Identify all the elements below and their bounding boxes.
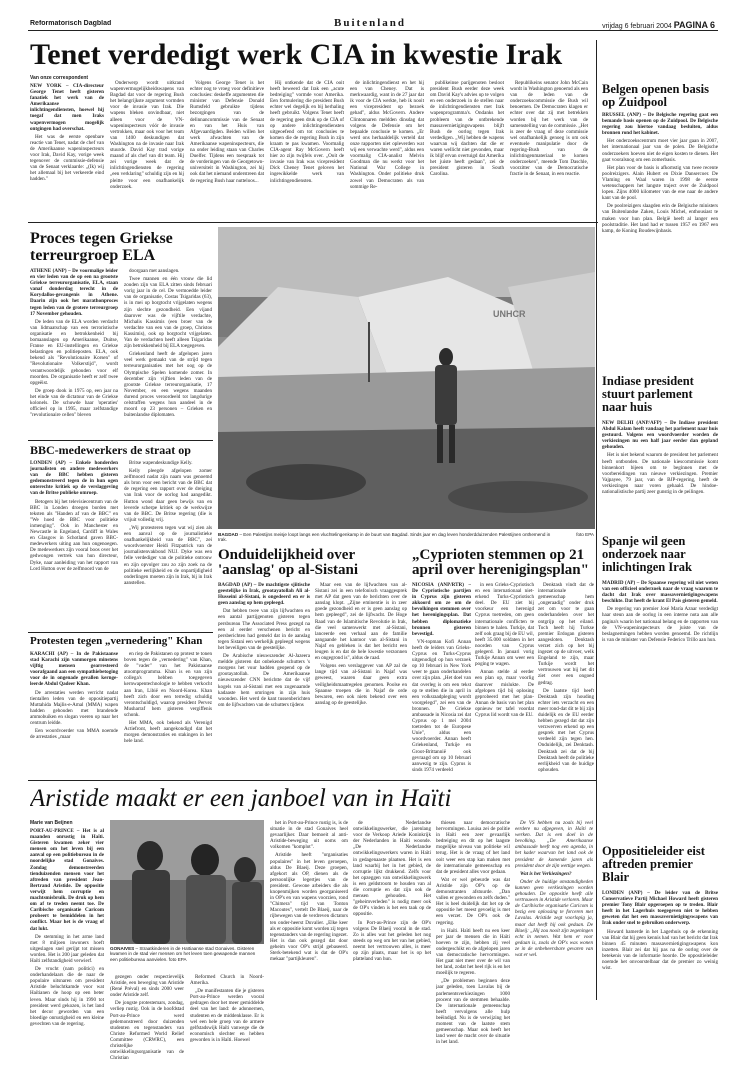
paragraph: en riep de Pakistanen op protest te tonen boven tegen de „vernedering" van Khan, de "vader" van het Pakistaanse atoomprogramma. Khan is en van zijn collega's hebben toegegeven kernwapentechnologie te hebben verkocht aan Iran, Libië en Noord-Korea. Khan heeft zich door een terredig schuldig verontschuldigd, waarop president Pervez Musharraf hem gisteren vergiffenis schonk.	[124, 651, 212, 718]
paragraph: De Arabische nieuwszender Al-Jazeera meldde gisteren dat onbekende schutters 's morgens het vuur hadden geopend op de grootayatollah. De Amerikaanse nieuwszender CNN berichtte dat de vijf kogels van al-Sistani met een zogenaamde kadaaste hem omringen in zijn huis woonden. Het werd de kant tussenberichten om de lijfwachten van de schutters tijdens	[218, 653, 310, 708]
masthead-rule	[28, 30, 718, 31]
paragraph: BRUSSEL (ANP) – De Belgische regering gaat een bemande basis openen op de Zuidpool. De Belgische regering zou hiertoe vandaag besluiten, aldus bronnen rond het kabinet.	[602, 112, 718, 137]
paragraph: Volgens George Tenet is het echter nog te vroeg voor definitieve conclusies: deskeffe argumenten die minister van Defensie Donald Rumsfeld gebruikte tijdens bezorgingen van de delinnancommissie van de Senaat en van het Huis van Afgevaardigden. Beiden willen het werk afwachten van de Amerikaanse wapeninspecteurs, die na onder leiding staan van Charles Duelfer. Tijdens een toespraak tot de vorderingen van de Georgetown-universiteit in Washington, zei hij ook dat het niemand onderstreen dat de regering Bush haar nutteloos...	[190, 80, 264, 184]
paragraph: De groep dook in 1975 op, een jaar na het einde van de dictatuur van de Griekse kolonels. De schuwde haar 'operaties' officieel op in 1995, maar zelfstandige "revolutionaire cellen" bleven	[30, 387, 118, 419]
india-headline: Indiase president stuurt parlement naar huis	[602, 375, 694, 414]
aristide-col-8	[515, 820, 593, 1064]
paragraph: LONDEN (ANP) – De leider van de Britse Conservatieve Partij Michael Howard heeft gisteren premier Tony Blair opgeroepen op te treden. Blair heeft in het Lagerhuis toegegeven niet te hebben geweten dat het een massavernietigingswapens van Irak onder snel te gebruiken onderwerp.	[602, 890, 718, 927]
spanje-text	[602, 580, 718, 842]
photo-caption	[218, 532, 558, 543]
newspaper-name: Reformatorisch Dagblad	[30, 20, 112, 27]
paragraph: Een woordvoerder van MMA noemde de arrestaties „maar	[30, 728, 118, 741]
tenet-col-5	[350, 80, 424, 220]
paragraph: BAGDAD (AP) – De machtigste sjiitische geestelijke in Irak, grootayatollah Ali al-Husseini al-Sistani, is ongedeerd en er is geen aanslag op hem gepleegd.	[218, 582, 310, 607]
sidebar-divider	[596, 40, 597, 1000]
paragraph: Denktash vindt dat de internationale gemeenschap hem „ongeraadig" onder druk zet om voor te gaan onderhandelen over het ontgrijp op het eiland. Toch heeft hij Turkse premier Erdogan gisteren aangesloten. Denktash verzet zich op het bij ingezet op de uitvoer, welk Engeland te zijn, maar Turkije wordt het vertrouwen wat bij het dit ziet over een ongoed gedrag.	[538, 582, 594, 686]
refugee-camp-photo	[218, 227, 595, 529]
sistani-col-2	[315, 582, 407, 778]
paragraph: Het MMA, ook bekend als Verenigd Actiefront, heeft aangekondigd dat het morgen demonstraties en stakingen in het hele land.	[124, 720, 212, 745]
divider	[28, 222, 598, 223]
paragraph: Betogers bij het televisiecentrum van de BBC in Londen droegen borden met teksten als "Handen af van de BBC" en "We hoed de BBC voor politieke inmenging". Ook in Manchester en Newcastle in Engeland, Cardiff in Wales en Glasgow in Schotland gaven BBC-medewerkers uiting aan hun ongenoegen. De medewerkers zijn vooral boos over het gedwongen vertrek van hun directeur, Dyke, naar aanleiding van het rapport van Lord Hutton over de zelfmoord van de	[30, 498, 118, 572]
paragraph: „De problemen beginnen deze jaar geleden, toen Lavalas bij de parlementsverkiezingen 1000 procent van de stemmen behaalde. De internationale gemeenschap heeft vervolgens alle hulp beëindigd. Nu is de verwijzing het moment van de laatste stem gemeenschap. Maar ook heeft het land weer de macht over de situatie in het land.	[436, 978, 510, 1046]
paragraph: Maar een van de lijfwachten van al-Sistani zei in een telefonisch vraaggesprek met AP dat geen van de berichten over de aanslag klopt. „Zijne eminentie is in zeer goede gezondheid en er is geen aanslag op hem gepleegd", zei de lijfwacht. De Hoge Raad van de Islamitische Revolutie in Irak, die veel samenwerkt met al-Sistani, lanceerde een verhaal aan de familie aangaande het kantoor van al-Sistani in Najaf en gebleken is dat het bericht een leugen is en dat de hele kwestie verzonnen en ongegrond is", aldus de raad.	[315, 582, 407, 662]
photo-caption	[110, 946, 264, 972]
page-number: 6	[709, 20, 715, 30]
ela-col-2	[124, 268, 212, 438]
paragraph: De VS hebben nu zoals bij veel eerdere nu afgegeven, in Haïti te werken. Dat is een doel in de bevolking. „De Amerikaanse ambassade heeft nog een agenda, in het kader waarvan het land ook de president de komende jaren als president door de zijn wettige wegen.	[515, 820, 593, 869]
paragraph: De arrestaties werden verricht nadat tientallen leden van de oppositiepartij Muttahida Majlis-e-Amal (MMA) wapen hadden gehouden met brandende ammobuiken en slogan voeren op naar het centrum leidde.	[30, 689, 118, 727]
section-title: Buitenland	[334, 17, 406, 29]
photo-credit: foto EPA	[168, 956, 187, 962]
tenet-col-2	[110, 80, 184, 220]
paragraph: Het was de eerste openbare reactie van Tenet, nadat de chef van de Amerikaanse wapeninspecteurs voor Irak, David Kay, vorige week tegenover de commissie-defensie van de Senaat verklaarde: „(Ik) wij het allemaal bij het verkeerde eind hadden."	[30, 133, 104, 183]
paragraph: Annan stelde al eerder een plan op, maar voorlig daarover mislukte. De afgelopen tijd bij oplosing geprobeerd met het plan-Annan de basis van het plan opnieuw ter tafel voordat Cyprus lid wordt van de EU.	[475, 669, 534, 718]
divider	[28, 780, 596, 781]
bbc-col-2	[124, 460, 212, 630]
paragraph: VN-topman Kofi Annan heeft de leiders van Grieks-Cyprus en Turks-Cyprus uitgenodigd op hun verzoek op 10 februari in New York weer te gaan onderhandelen over zijn plan. „Het doel van dat overleg is om een tekst op te stellen die in april in een volksraadpleging wordt voorgelegd", zei een van de bronnen. De Griekse ambassade in Nicosia zei dat Cyprus op 1 mei 2004 toetreden tot de Europese Unie", aldus een woordvoerder. Annan heeft Griekenland, Turkije en Groot-Brittannië ook gevraagd om op 10 februari aanwezig te zijn. Cyprus is sinds 1974 verdeeld	[412, 638, 471, 773]
paragraph: „De manifestanten die je gisteren Port-au-Prince werden vooral gedragen door het meer gemiddelde deel van het land: de adonnernen, studenten en de middenklasse. Er is wel een hele groep van de armere gelfstadswijk Haïti vanwege die de economisch slechter en hebben geworden is in Haïti. Hoewel	[190, 988, 264, 1043]
paragraph: de inlichtingendienst en het hij een van Cheney. Dat is merkwaardig, want in de 27 jaar dat ik voor de CIA werkte, heb ik nooit een vicepresident op bezoek gehad", aldus McGovern. Andere Clintonnaren meldden dinsdag dat volgens de Defensie om het bepaalde conclusie te komen. „Er werd ons herhaaldelijk verteld dat onze rapporten niet opleverden wat wij een verwachte werd", aldus een voormalig CIA-analist Melvin Goodman die nu werkt voor het National War College in Washington. Onder politieke druk zowel van Democraten als van sommige Re-	[350, 80, 424, 190]
aristide-col-5	[353, 820, 431, 1064]
tent-logo-text: UNHCR	[493, 309, 526, 319]
tenet-col-6	[430, 80, 504, 220]
paragraph: KARACHI (AP) – In de Pakistaanse stad Karachi zijn vanmorgen minstens vijftig mensen gearresteerd voorafgaand aan een sympathiebetoging voor de in ongenade gevallen kernge- leerde Abdul Qadeer Khan.	[30, 651, 118, 688]
caption-place: BAGDAD	[218, 532, 239, 537]
paragraph: De vrucht (nam politici) en onderhandelaars die de naar de populaire uitsnaren om president Aristide beluchtkamde voor wat Haïtianen de hoop op een beter leven. Maar sinds hij in 1990 tot president werd gekozen, is het land het decor geworden van een bloedige onrustigheid en een kleine gevechten van de regering.	[30, 966, 104, 1027]
paragraph: Het onderzoekscentrum moet vier jaar gaan in 2007, het internationaal jaar van de polen. De Belgische onderzoekers hoeven niet de eigen kosten te dienen. Het gaat vooralsnog om een zomerbasis.	[602, 138, 718, 163]
bbc-col-1	[30, 460, 118, 630]
paragraph: in een Grieks-Cypriotisch en een internationaal niet-erkend Turks-Cypriotisch deel. De EU ziet bij voorkeur een herenigd Cyprus toetreden, om geen internationale conflicten te binnen te halen. Turkije, dat zelf ook graag bij de EU wil, heeft 35.000 soldaten in het noorden van Cyprus gelegerd. In januari vorig Turkije Annan om weer een poging te wagen.	[475, 582, 534, 668]
sistani-col-1	[218, 582, 310, 778]
paragraph: Onder de huidige omstandigheden kunnen geen verkiezingen worden gehouden. De oppositie heeft alle vertrouwen in Aristide verloren. Maar de Caribische organisatie Caricom is bezig een oplossing te forceren met Lavalas. Aristide zegt voorlopig ja, maar dat heeft hij ook gedaan. De Blaeij: „Hij zou nooit zijn zegeningen echt in nemen. Wat hem er voor gedaan is, zoals de OP's was wonen ze in de onbeheersbare gevaren van wat er wel.	[515, 878, 593, 958]
paragraph: Britse wapendeskundige Kelly.	[129, 460, 193, 466]
aristide-headline: Aristide maakt er een janboel van in Haïti	[30, 786, 452, 811]
ela-col-1	[30, 268, 118, 438]
spanje-headline: Spanje wil geen onderzoek naar inlichtingen Irak	[602, 535, 692, 574]
paragraph: Twee mannen en één vrouw die lid zouden zijn van ELA zitten sinds februari vorig jaar in de cel. De vermoedde leider van de organisatie, Costas Tsigaridas (63), is in mei op borgtocht vrijgelaten wegens zijn slechte gezondheid. Een vijand daarover was de vijftile verdachte, Michalis Kassimis (een broer van de verdachte van een van de groep, Christos Kassimis), ook op borgtocht vrijgelaten. Van de verdachten heeft alleen Tsigaridas zijn betrokkenheid bij ELA toegegeven.	[124, 276, 212, 350]
ela-headline: Proces tegen Griekse terreurgroep ELA	[30, 230, 173, 264]
paragraph: „Wij protesteren tegen wat wij zien als een aanval op de journalistieke onafhankelijkheid van de BBC", zei woordvoerster Heidi Fitzpatrick van de journalistenvakbond NUJ. Dyke was een felle verdediger van de politieke ontrouw en zijn opvolger zou zo zijn zoek na de politieke eerlijkheid en de onpartijdigheid onderlingen moeten zijn in Irak, bij in Irak aanstellen.	[124, 524, 212, 586]
aristide-col-4	[270, 820, 348, 1064]
opposition-text	[602, 890, 718, 1000]
tenet-headline: Tenet verdedigt werk CIA in kwestie Irak	[30, 40, 563, 70]
aristide-col-1	[30, 828, 104, 1064]
paragraph: LONDEN (AP) – Enkele honderden journalisten en andere medewerkers van de BBC hebben gisteren gedemonstreerd tegen de in hun ogen onterechte kritiek op de verslaggeving van de Britse publieke omroep.	[30, 460, 118, 497]
cyprus-col-1	[412, 582, 471, 778]
aristide-col-3	[190, 974, 264, 1064]
paragraph: Howard hamerde in het Lagerhuis op de erkenning van Blair dat hij geen kennis had van het bericht dat Irak binnen 45 minuten massavernietigingswapens kon inzetten. Blair zei dat hij pas na de oorlog over de betekenis van de informatie hoorde. De oppositieleider noemde het onvoorstelbaar dat de premier zo weinig wist.	[602, 928, 718, 972]
khan-col-1	[30, 651, 118, 778]
paragraph: de Nederlandse ontwikkelingswerker, die jarenlang voor de Verkoop Ariede Koninkrijk der Nederlanden in Haïti woonde. „De Nederlandse ontwikkelingswerkers waren in Haïti in gedagenaaste plaatsen. Het is een land waarbij het in het gebied, de corruptie lijkt drukkend. Zelfs voor het opzeggen van ontwikkelingswerk is een geldstroom te houden van al die corruptie en dat zijn ook de mensen gehouden. Het "geheimverleden" is nodig meer ook de OP's vinden is het een taak op de oppositie.	[353, 820, 431, 918]
paragraph: MADRID (AP) – De Spaanse regering wil niet weten van een officieel onderzoek naar de vraag waarom te dacht dat Irak over massavernietigingswapens beschikte. Dat heeft de krant El País gisteren gemeld.	[602, 580, 718, 605]
gonaives-children-photo	[110, 820, 264, 944]
cyprus-col-3	[538, 582, 594, 778]
page-label: PAGINA	[673, 20, 709, 30]
date-page	[480, 20, 715, 30]
paragraph: De regering van premier José María Aznar verdedigt haar steun aan de oorlog in een interne nota aan alle pagina's waarin het nationaal belang en de rapporten van de VN-wapeninspecteurs de juiste van de beslagnemingen hebben worden genoemd. De richtlijn is van de minister van Defensie Federico Trillo aan hun.	[602, 606, 718, 643]
tenet-col-1	[30, 83, 104, 220]
paragraph: gezegen onder respectievelijk Aristide, een beweging van Aristide (René Préval) en sinds 2000 weer onder Aristide zelf.	[110, 974, 184, 999]
cyprus-col-2	[475, 582, 534, 778]
tents-illustration	[218, 227, 595, 529]
tenet-byline: Van onze correspondent	[30, 75, 89, 81]
opposition-headline: Oppositieleider eist aftreden premier Blair	[602, 845, 705, 884]
paragraph: Het plan voor de basis is afkomstig van twee recente poolreizigers. Alain Hubert en Dixie Dansercoer. De Vlaming en Waal waren in 1998 de eerste wetenschappers het langste traject over de Zuidpool lopen. Zijns 4000 kilometer van de ene naar de andere kant van de pool.	[602, 164, 718, 202]
tenet-col-4	[270, 80, 344, 220]
paragraph: De poolreizigers slaagden erin de Belgische ministers van Buitenlandse Zaken, Louis Michel, enthousiast te maken voor hun plan. België heeft al langer een poolstraditie. Het land had er tussen 1957 en 1967 een kamp, de Koning Boudewijnbasis.	[602, 203, 718, 234]
paragraph: NEW DELHI (ANP/AFP) – De Indiase president Abdul Kalam heeft vandaag het parlement naar huis gestuurd. Volgens een woordvoerder worden de verkiezingen nu een half jaar eerder dan gepland gehouden.	[602, 420, 718, 451]
divider	[28, 632, 213, 633]
paragraph: Onderwerp wordt uitkrand wapenvermogelijkheidswapens van Bagdad dat voor de regering Bush het belangrijkste argument vormden voor de invasie van Irak. Die wapens bleken onvindbaar, niet alleen voor de VN-wapeninspecteurs vóór de invasie vertrokken, maar ook voor het team van 1400 deskundigen dat Washington na de invasie naar Irak stuurde. David Kay trad vorige maand af als chef van dit team. Hij zei vorige week dat de inlichtingendiensten de regering „een verklaring" schuldig zijn en hij pleitte voor een onafhankelijk onderzoek.	[110, 80, 184, 190]
khan-headline: Protesten tegen „vernedering" Khan	[30, 636, 203, 647]
aristide-byline: Marie van Beijnen	[30, 820, 73, 826]
tenet-col-3	[190, 80, 264, 220]
photo-credit: foto EPA	[576, 532, 594, 537]
paragraph: Aristide heeft "organisaties populaires" in het leven geroepen, aldus De Blaeij. Deze groepen, afgekort als OP, dienen als de persoonlijke legertjes van de president. Gewone arbeiders die als knopenmijken worden georganiseerd in OP's en van wapens voorzien, rond "Chimera" tijd van Tonton Macoutes", vertelt De Blaeij, naar de rijbewegen van de verdreven dictators ten onder-heerst Duvalier. „Elke keer als er oppositie komt worden zij tegen tegenstanders van de regering ingezet. Het is dan ook gezegd dat door geheim voor OP's strijd gebaseerd. Sterk-betekend wat is dat de OP's mekaar "partijkleuren".	[270, 852, 348, 963]
subheading: Wat is het Verkiezingen?	[520, 870, 572, 877]
paragraph: PORT-AU-PRINCE – Het is al maanden onrustig in Haïti. Gisteren kwamen zeker vier mensen om het leven bij een aanval op een politiebureau in de noordelijke stad Gonaives. Zondag demonstreerden tienduizenden mensen voor het aftreden van president Jean-Bertrand Aristide. De oppositie verwijt hem corruptie en machtsmisbruik. De druk op hem om af te treden neemt toe. De Caribische organisatie Caricom probeert te bemiddelen in het conflict. Maar het is de vraag of dat lukt.	[30, 828, 104, 932]
paragraph: De laatste tijd heeft Denktash zijn houding echter iets verzacht en een meer rond-dat dit te bij zijn duidelijk en de EU eerder hebben gezegd dat dat zijn verzwerven erkend op een gesprek met het Cyprus verdeeld zijn tegen hen. Onduidelijk, zei Denktash. Denktash zei dat de bij Denktash heeft de politieke eerlijkheid van de huidige ophouden.	[538, 687, 594, 773]
caption-text: – Straatkinderen in de Haïtiaanse stad Gonaives. Gisteren kwamen in de stad vier mensen om het leven toen gewapende mannen een politiebureau aanvielen.	[110, 946, 256, 962]
paragraph: Volgens een verslaggever van AP zal de lange tijd van al-Sistani in Najaf was geweest, waaren daar geen extra veiligheidsmaatregelen genomen. Poolse en Spaanse troepen die in Najaf de orde bewaren, een ook niets bekend over een aanslag op de geestelijke.	[315, 663, 407, 706]
paragraph: De stemming in het arme land met 8 miljoen inwoners hoeft uitgeslagen snel gerijpt tot missen worden. Het is 200 jaar geleden dat Haïti zelfstandigheid verwierf.	[30, 933, 104, 964]
paragraph: De jongste protestemars, zondag, verliep rustig. Ook in de hoofdstad Port-au-Prince werd gedemonstreerd door duizenden studenten en tegenstanders van Christe Reformed World Relief Committee (CRWRC), een christelijke ontwikkelingsorganisatie van de Christian	[110, 1000, 184, 1062]
paragraph: ATHENE (ANP) – De voormalige leider en vier leden van de op een na grootste Griekse terreurorganisatie, ELA, staan vanaf donderdag terecht in de Korydallos-gevangenis in Athene. Daarin zijn ook het marathonproces tegen leden van de grotere terreurgroep 17 November gehouden.	[30, 268, 118, 317]
khan-col-2	[124, 651, 212, 778]
paragraph: in Haïti. Haïti heeft nu een keer per jaar de mensen die in Haïti hoeven te zijn, hebben zij veel ondergeschikt en de afgelopen jaren van democratische hervormingen. Het gaat niet meer over de wil van het land, zodat het heel rijk is en het moeilijk te regeren.	[436, 927, 510, 977]
tenet-col-7	[510, 80, 588, 220]
paragraph: Hij ontkende dat de CIA ooit heeft beweerd dat Irak een „acute bedreiging" vormde voor Amerika. Een formulering die president Bush echter wel degelijk en bij herhaling heeft gebruikt. Volgens Tenet heeft de regering geen druk op de CIA of op andere inlichtingendiensten uitgeoefend om tot conclusies te komen die de regering Bush in zijn kraam te pas kwamen. Voormalig CIA-agent Ray McGovern heeft hier zo zijn twijfels over. „Ooit de invasie van Irak was vicepresident Dick Cheney Tenet geloven het ingewikkelde werk van inlichtingendiensten.	[270, 80, 344, 184]
paragraph: NEW YORK – CIA-directeur George Tenet heeft gisteren fanatiek het werk van de Amerikaanse inlichtingendiensten, hoewel hij toegaf dat men Iraks wapenvermogen mogelijk ontgingen had overschat.	[30, 83, 104, 132]
paragraph: Griekenland heeft de afgelopen jaren veel werk gemaakt van de strijd tegen terreurorganisaties met het oog op de Olympische Spelen komende zomer. In december zijn vijftien leden van de grootste Griekse terreurorganisatie, 17 November, en een wegens maanden durend proces veroordeeld tot langdurige celstraffen wegens hun aandeel in de moord op 23 personen – Grieken en buitenlandse diplomaten.	[124, 351, 212, 419]
bbc-headline: BBC-medewerkers de straat op	[30, 444, 191, 456]
aristide-col-6	[436, 820, 510, 1064]
paragraph: doorgaan met aanslagen.	[129, 268, 180, 274]
paragraph: NICOSIA (ANP/RTR) – De Cypriotische partijen in Cyprus zijn gisteren akkoord om ze om de bevolkingen stemmen over het herenigingsplan. Dat hebben diplomatieke bronnen gisteren bevestigd.	[412, 582, 471, 637]
belgen-text	[602, 112, 718, 370]
paragraph: Republikeins senator John McCain wordt in Washington genoemd als een van de leden van de onderzoekscommissie die Bush wil benoemen. De Democraten klagen er echter over dat zij met betrekken worden bij het werk van de samenstelling van de commissie. „Het is zeer de vraag of deze commissie wel onafhankelijk genoeg is om ook eventuele manipulatie door de regering-Bush van de inlichtingenmateriaal te komen onderzoeken", meende Tom Daschle, voorzitter van de Democratische fractie in de Senaat, in een reactie.	[510, 80, 588, 178]
paragraph: De leden van de ELA worden verdacht van lidmaatschap van een terroristische organisatie en betrokkenheid bij bomaanslagen op Amerikaanse, Duitse, Franse en EU-instellingen en Griekse belastingen en politieposten. ELA, ook bekend als "Revolutionaire Korsen" of "Revolutionaire Volkerstijd", wordt verantwoordelijk gehouden voor elf moorden. De organisatie heeft er zelf twee opgeëist.	[30, 318, 118, 386]
paragraph: Dat hebben twee van zijn lijfwachten en een aantal partijgenoten gisteren tegen persbureau The Associated Press gezegd na een al eerder verschenen bericht en persberichten had gemeld dat in de aanslag tegen Sistani een werkelijk gepleegd wegens het beveiligen van de geestelijke.	[218, 608, 310, 651]
date: vrijdag 6 februari 2004	[602, 23, 672, 30]
caption-text: – Een Palestijns meisje loopt langs een vluchtelingenkamp in de buurt van Bagdad. Sinds jaar en dag leven honderdduizenden Palestijnen onthemend in Irak.	[218, 532, 551, 543]
sistani-headline: Onduidelijkheid over 'aanslag' op al-Sistani	[218, 548, 359, 578]
paragraph: Wat er wel gebeurde was dat Aristide zijn OP's op de demonstranten afstuurde. „Dan vallen er gewonden en zelfs doden." Het is heel duidelijk dat het op de oppositie het meest gevoelig is met een verzet. De OP's ook de regering.	[436, 876, 510, 926]
paragraph: Kelly pleegde afgelopen zomer zelfmoord nadat zijn naam was genoemd als bron voor een bericht van de BBC dat de regering een rapport over de dreiging van Irak voor de oorlog had aangedikt. Hutton wond daar geen bewijs van en leverde scherpe kritiek op de werkwijze van de BBC. De Britse regering (die is vrijuit volledig vrij.	[124, 468, 212, 523]
caption-place: GONAIVES	[110, 946, 135, 951]
paragraph: Reformed Church in Noord-Amerika.	[190, 974, 264, 987]
paragraph: het in Port-au-Prince rustig is, is de situatie in de stad Gonaives heel gevaarlijker. Daar bemoeit al anti-Aristide-beweging uit ooms om volkomen "komplot".	[270, 820, 348, 851]
cyprus-headline: „Cyprioten stemmen op 21 april over herenigingsplan"	[412, 548, 589, 578]
paragraph: Het is niet bekend waarom de president het parlement heeft ontbonden. De nationale kiescommissie komt binnenkort bijeen om te beginnen met de voorbereidingen van nieuwe verkiezingen. Premier Vajpayee, 79 jaar, van de BJP-regering, heeft de verkiezingen naar voren gehaald. De hindoe-nationalistische partij zeer gunstig in de peilingen.	[602, 452, 718, 496]
belgen-headline: Belgen openen basis op Zuidpool	[602, 83, 709, 109]
india-text	[602, 420, 718, 528]
divider	[28, 440, 213, 441]
paragraph: In Port-au-Prince zijn de OP's volgens De Blaeij vooral in de stad. Zo is alles wat het geleden het nog steeds op weg om het van het gebied, neemt het vertrouwen alles, is meer op zijn plaats, maar het is op het platteland van hun.	[353, 919, 431, 963]
paragraph: thiesen naar democratische hervormingen. Louisa zei de politie in Haïti een zeer gevaarlijk bedreiging en dit op het laagste mogelijke niveau van politieke wil terug. Het is de vraag of het land ooit weer een stap kan maken met de internationale gemeenschap en dat de president alles voor gedaan.	[436, 820, 510, 875]
aristide-col-2	[110, 974, 184, 1064]
paragraph: publikeinse parijgenoten besloot president Bush eerder deze week om David Kay's advies op te volgen en een onderzoek in de stellen naar de inlichtingendiensten met Irak wapenprogramma's. Ondanks het probleem van de ontbrekende massavernietigingswapens blijft Bush de oorlog tegen Irak verdedigen. „Wij hebben de wapens waarvan wij dachten dat die er waren wellicht niet gevonden, maar ik blijf ervan overtuigd dat Amerika het juiste heeft gedaan", zei de president gisteren in South Carolina.	[430, 80, 504, 178]
